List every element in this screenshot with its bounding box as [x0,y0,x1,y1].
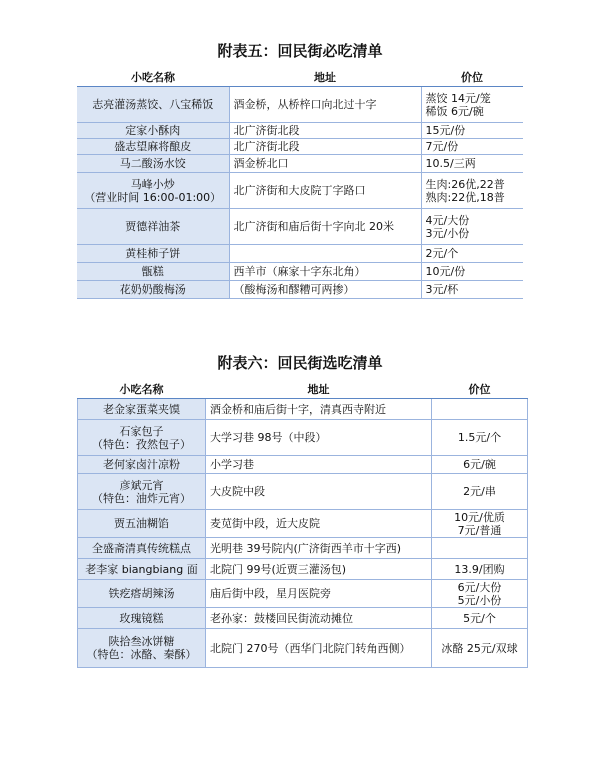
table-row [78,629,528,668]
table-row [78,538,528,559]
cell-address [206,559,432,580]
cell-name [77,139,229,155]
cell-price-line: 熟肉:22优,18普 [425,190,505,204]
cell-price [432,629,528,668]
cell-price-line: 2元/个 [425,247,459,260]
table-row [77,123,523,139]
cell-address [229,209,421,245]
cell-price-line: 3元/小份 [425,226,470,240]
cell-address-line: 光明巷 39号院内(广济街西羊市十字西) [210,541,402,555]
table-row [77,209,523,245]
cell-price-line: 15元/份 [425,124,466,137]
cell-name [77,155,229,173]
cell-price-line: 3元/杯 [425,283,459,296]
table-row [77,173,523,209]
cell-address-line: 北广济街和大皮院丁字路口 [233,184,366,197]
table-row [78,420,528,456]
table-row [77,155,523,173]
table5-title: 附表五：回民街必吃清单 [217,42,383,60]
cell-address-line: 酒金桥和庙后街十字，清真西寺附近 [210,402,386,416]
cell-price [432,399,528,420]
header-address: 地址 [229,68,421,87]
cell-address-line: 大皮院中段 [210,485,265,498]
cell-address-line: 北院门 270号（西华门北院门转角西侧） [210,641,411,655]
header-price: 价位 [432,380,528,399]
cell-address-line: 小学习巷 [210,458,254,471]
cell-name-line: 马二酸汤水饺 [119,157,186,170]
cell-price [421,123,523,139]
cell-name [77,281,229,299]
cell-name-line: 花奶奶酸梅汤 [119,283,186,296]
cell-price-line: 13.9/团购 [454,562,505,576]
cell-name [78,420,206,456]
cell-address [229,87,421,123]
cell-name [78,538,206,559]
cell-price-line: 冰酪 25元/双球 [441,641,518,655]
cell-name-line: 马峰小炒 [130,177,175,191]
cell-price-line: 蒸饺 14元/笼 [425,91,491,105]
cell-address-line: 大学习巷 98号（中段） [210,431,327,444]
cell-price-line: 生肉:26优,22普 [425,177,505,191]
header-name: 小吃名称 [77,68,229,87]
table-row [77,245,523,263]
cell-address [229,263,421,281]
cell-address [229,281,421,299]
cell-price-line: 10元/优质 [454,510,505,524]
table-row [78,510,528,538]
cell-name-line: 石家包子 [119,424,164,438]
cell-address-line: 北广济街和庙后街十字向北 20米 [233,220,394,233]
cell-name-line: 陕拾叁冰饼糖 [108,635,175,648]
cell-price [421,87,523,123]
cell-name-line: （特色：油炸元宵） [92,491,191,505]
cell-price [421,281,523,299]
optional-eat-table [77,380,528,668]
table-row [78,456,528,474]
header-name: 小吃名称 [78,380,206,399]
cell-price [432,420,528,456]
cell-name [77,87,229,123]
must-eat-table [77,68,523,299]
cell-address [206,538,432,559]
cell-address [229,173,421,209]
table-row [78,608,528,629]
cell-name [78,510,206,538]
cell-address-line: 麦苋街中段，近大皮院 [210,517,320,530]
cell-price-line: 6元/大份 [457,580,502,594]
table-row [77,87,523,123]
cell-name [77,245,229,263]
cell-name-line: （特色：冰酪、秦酥） [86,648,197,661]
cell-address-line: 北院门 99号(近贾三灌汤包) [210,562,347,576]
cell-address-line: 北广济街北段 [233,140,300,153]
cell-price [432,510,528,538]
table-row [78,474,528,510]
cell-price [421,139,523,155]
header-address: 地址 [206,380,432,399]
cell-name-line: 盛志望麻将酿皮 [114,140,192,153]
cell-price-line: 1.5元/个 [457,431,502,444]
cell-address [229,245,421,263]
cell-name [77,209,229,245]
table6-title: 附表六：回民街选吃清单 [217,354,383,372]
cell-price-line: 10元/份 [425,265,466,278]
cell-name-line: 甑糕 [141,265,164,278]
cell-price [432,608,528,629]
header-price: 价位 [421,68,523,87]
table-row [78,399,528,420]
cell-price [432,580,528,608]
cell-name [77,173,229,209]
cell-name [78,474,206,510]
cell-address [206,474,432,510]
cell-name-line: 玫瑰镜糕 [119,611,164,625]
table-row [77,281,523,299]
cell-name [78,608,206,629]
cell-address-line: （酸梅汤和醪糟可两掺） [233,283,355,296]
cell-name-line: 全盛斋清真传统糕点 [92,541,191,555]
cell-name-line: 定家小酥肉 [125,124,181,137]
cell-name-line: 贾德祥油茶 [125,220,181,233]
cell-price [421,173,523,209]
cell-price [421,263,523,281]
cell-price [421,209,523,245]
cell-name-line: （营业时间 16:00-01:00） [84,190,222,204]
cell-name-line: 彦斌元宵 [119,478,164,492]
cell-price-line: 6元/碗 [463,458,496,471]
cell-address-line: 酒金桥北口 [233,157,289,170]
cell-price [432,474,528,510]
cell-price-line: 稀饭 6元/碗 [425,104,484,118]
cell-name-line: 黄桂柿子饼 [125,247,181,260]
cell-name-line: 老金家蛋菜夹馍 [103,402,180,416]
cell-name [78,629,206,668]
cell-address [206,510,432,538]
cell-name-line: 铁疙瘩胡辣汤 [108,587,175,600]
cell-name-line: 老李家 biangbiang 面 [85,562,198,576]
cell-name [78,456,206,474]
cell-price-line: 5元/小份 [457,593,502,607]
cell-price [432,456,528,474]
table-row [77,139,523,155]
cell-price [421,245,523,263]
cell-price-line: 2元/串 [463,485,496,498]
table-row [78,559,528,580]
table-row [78,580,528,608]
cell-price-line: 7元/份 [425,140,459,153]
cell-price-line: 5元/个 [463,611,496,625]
cell-name-line: 老何家卤汁凉粉 [103,458,180,471]
cell-address-line: 老孙家：鼓楼回民街流动摊位 [210,611,353,625]
cell-name-line: 贾五油糊馅 [114,517,169,530]
cell-name-line: （特色：孜然包子） [92,437,191,451]
cell-address [206,629,432,668]
cell-price [421,155,523,173]
cell-name [78,559,206,580]
cell-price-line: 10.5/三两 [425,157,476,170]
cell-address-line: 北广济街北段 [233,124,300,137]
cell-address-line: 西羊市（麻家十字东北角） [233,265,366,278]
cell-price-line: 4元/大份 [425,213,470,227]
cell-address [206,608,432,629]
cell-name [77,263,229,281]
cell-name [78,399,206,420]
cell-address [206,420,432,456]
table-row [77,263,523,281]
cell-price [432,559,528,580]
cell-address-line: 庙后街中段，星月医院旁 [210,587,331,600]
cell-address [229,155,421,173]
cell-address [206,580,432,608]
cell-name [77,123,229,139]
cell-name-line: 志亮灌汤蒸饺、八宝稀饭 [92,98,214,111]
cell-price [432,538,528,559]
cell-address [229,123,421,139]
cell-name [78,580,206,608]
cell-address-line: 酒金桥，从桥梓口向北过十字 [233,98,377,111]
cell-address [229,139,421,155]
cell-address [206,399,432,420]
cell-price-line: 7元/普通 [457,523,502,537]
cell-address [206,456,432,474]
